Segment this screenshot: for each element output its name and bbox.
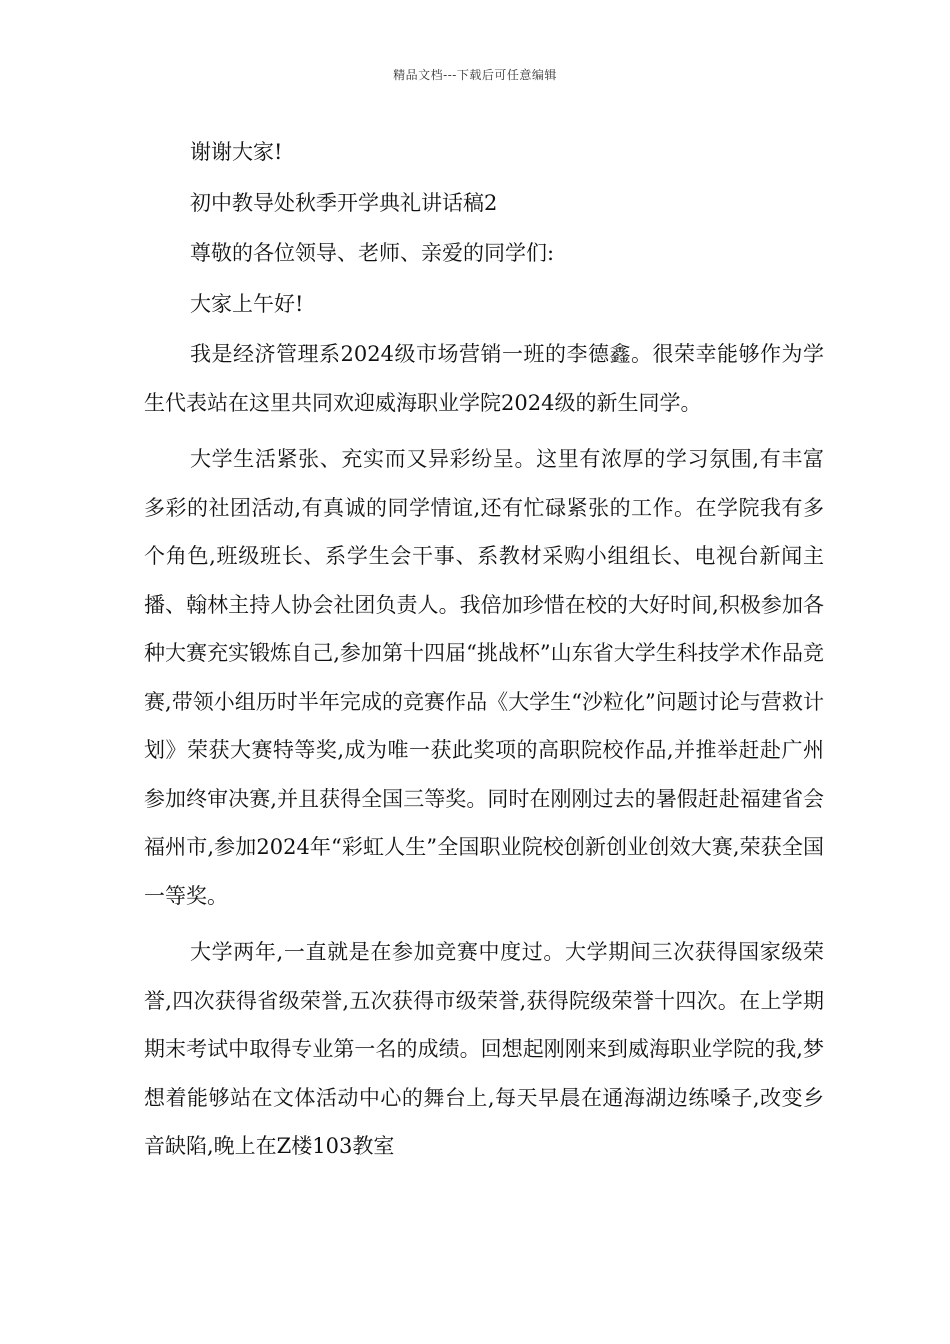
paragraph-introduction: 我是经济管理系2024级市场营销一班的李德鑫。很荣幸能够作为学生代表站在这里共同欢迎威海职业学院2024级的新生同学。 (144, 342, 824, 415)
page-header: 精品文档---下载后可任意编辑 (393, 68, 557, 82)
paragraph-competitions: 大学两年,一直就是在参加竞赛中度过。大学期间三次获得国家级荣誉,四次获得省级荣誉,五次获得市级荣誉,获得院级荣誉十四次。在上学期期末考试中取得专业第一名的成绩。回想起刚刚来到威海职业学院的我,梦想着能够站在文体活动中心的舞台上,每天早晨在通海湖边练嗓子,改变乡音缺陷,晚上在Z楼103教室 (144, 940, 824, 1158)
paragraph-greeting: 大家上午好! (190, 291, 304, 316)
paragraph-title: 初中教导处秋季开学典礼讲话稿2 (190, 190, 498, 215)
paragraph-thanks: 谢谢大家! (190, 140, 283, 164)
paragraph-salutation: 尊敬的各位领导、老师、亲爱的同学们: (190, 241, 555, 265)
paragraph-college-life: 大学生活紧张、充实而又异彩纷呈。这里有浓厚的学习氛围,有丰富多彩的社团活动,有真诚的同学情谊,还有忙碌紧张的工作。在学院我有多个角色,班级班长、系学生会干事、系教材采购小组组长、电视台新闻主播、翰林主持人协会社团负责人。我倍加珍惜在校的大好时间,积极参加各种大赛充实锻炼自己,参加第十四届“挑战杯”山东省大学生科技学术作品竞赛,带领小组历时半年完成的竞赛作品《大学生“沙粒化”问题讨论与营救计划》荣获大赛特等奖,成为唯一获此奖项的高职院校作品,并推举赶赴广州参加终审决赛,并且获得全国三等奖。同时在刚刚过去的暑假赶赴福建省会福州市,参加2024年“彩虹人生”全国职业院校创新创业创效大赛,荣获全国一等奖。 (144, 447, 824, 908)
document-body (144, 128, 824, 1179)
